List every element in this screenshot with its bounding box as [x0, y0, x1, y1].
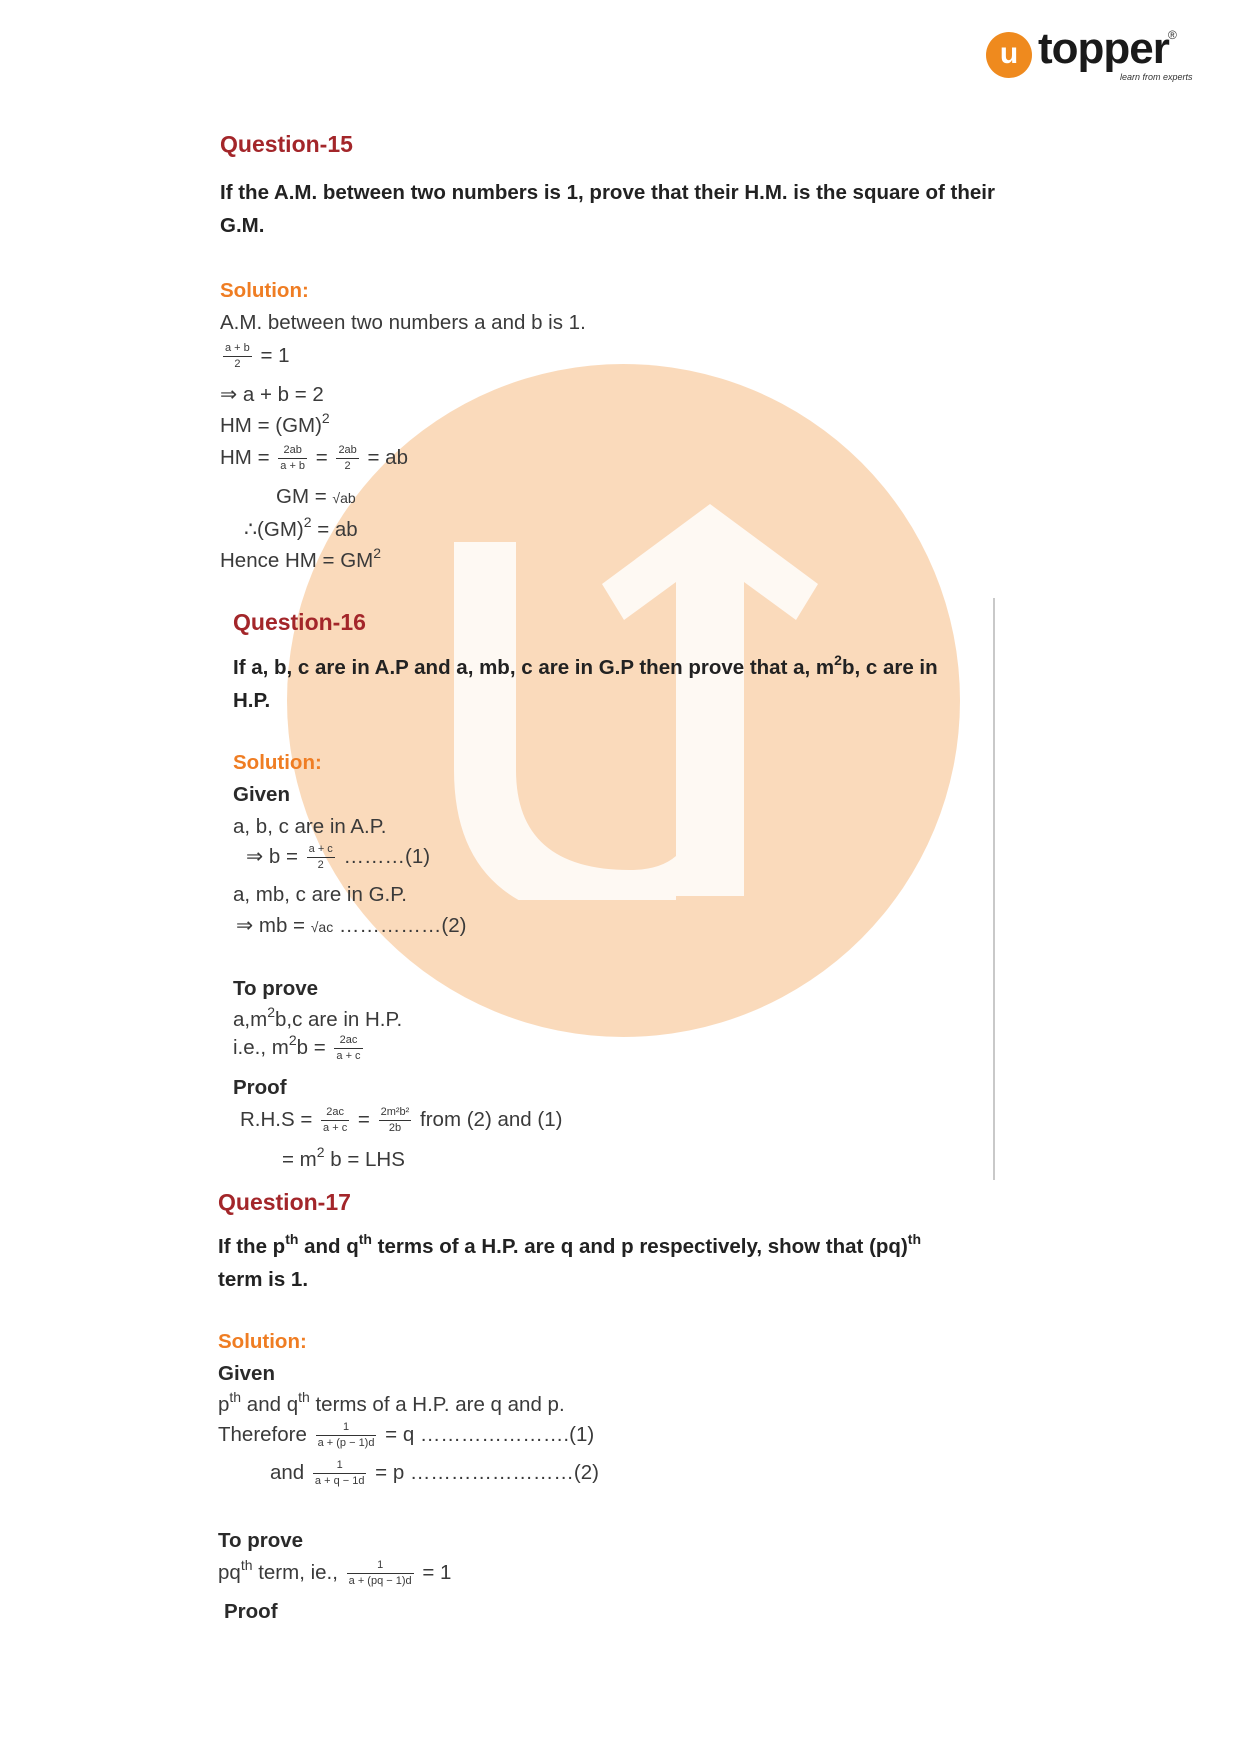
q17-fraction-1: $\frac{1}{a + (p - 1)d}$ — [317, 1421, 375, 1449]
q16-to-prove-label: To prove — [233, 977, 319, 1000]
q16-solution-label: Solution: — [233, 751, 322, 774]
question-15-heading: Question-15 — [220, 131, 353, 157]
logo-tagline: learn from experts — [1120, 72, 1193, 82]
q15-line-1: A.M. between two numbers a and b is 1. — [220, 311, 586, 334]
q17-line-2: Therefore $\frac{1}{a + (p - 1)d}$ = q ………………….(1) — [218, 1421, 595, 1449]
q16-fraction-2: $\frac{2ac}{a + c}$ — [336, 1034, 361, 1062]
q16-proof-label: Proof — [233, 1076, 287, 1099]
q17-line-4: $pq^{th}$ term, ie., $\frac{1}{a + (pq - 1)d}$ = 1 — [218, 1556, 452, 1587]
question-17-heading: Question-17 — [218, 1189, 351, 1215]
q17-given-label: Given — [218, 1362, 275, 1385]
q16-line-4: ⇒ mb = √ac ……………(2) — [236, 914, 467, 937]
q16-given-label: Given — [233, 783, 290, 806]
q17-line-3: and $\frac{1}{a + q - 1d}$ = p ……………………(2) — [270, 1459, 599, 1487]
question-17-text: If the $p^{th}$ and $q^{th}$ terms of a H.P. are q and p respectively, show that (pq)$^{th}$ term is 1. — [218, 1231, 921, 1291]
q16-line-1: a, b, c are in A.P. — [233, 815, 387, 838]
logo-wordmark: topper — [1038, 24, 1169, 73]
q15-line-7: ∴(GM)$^2$ = ab — [244, 514, 358, 541]
q17-fraction-2: $\frac{1}{a + q - 1d}$ — [314, 1459, 365, 1487]
margin-rule — [993, 598, 995, 1180]
q16-line-5: $a,m^2b,c$ are in H.P. — [233, 1004, 403, 1031]
q15-line-5: HM = $\frac{2ab}{a + b}$ = $\frac{2ab}{2}$ = ab — [220, 444, 408, 472]
q15-line-3: ⇒ a + b = 2 — [220, 383, 324, 406]
q16-fraction-3: $\frac{2ac}{a + c}$ — [323, 1106, 348, 1134]
q17-solution-label: Solution: — [218, 1330, 307, 1353]
q16-fraction-1: $\frac{a + c}{2}$ — [308, 843, 333, 871]
question-16-text: If a, b, c are in A.P and a, mb, c are in G.P then prove that a, $m^2b$, c are in H.P. — [233, 652, 938, 712]
q15-fraction-1: $\frac{a + b}{2}$ — [225, 342, 250, 370]
q16-line-3: a, mb, c are in G.P. — [233, 883, 407, 906]
q16-line-2: ⇒ b = $\frac{a + c}{2}$ ………(1) — [246, 843, 431, 871]
question-15-text: If the A.M. between two numbers is 1, prove that their H.M. is the square of their G.M. — [220, 181, 995, 237]
q16-line-7: R.H.S = $\frac{2ac}{a + c}$ = $\frac{\text{2m²b²}}{2b}$ from (2) and (1) — [240, 1106, 563, 1134]
registered-mark: ® — [1168, 28, 1177, 42]
q15-line-2: $\frac{a + b}{2}$ = 1 — [225, 342, 290, 370]
q15-fraction-3: $\frac{2ab}{2}$ — [338, 444, 357, 472]
q17-fraction-3: $\frac{1}{a + (pq - 1)d}$ — [348, 1559, 412, 1587]
q17-proof-label: Proof — [224, 1600, 278, 1623]
q16-fraction-4: $\frac{\text{2m²b²}}{2b}$ — [380, 1106, 410, 1134]
q17-to-prove-label: To prove — [218, 1529, 304, 1552]
q15-solution-label: Solution: — [220, 279, 309, 302]
q17-line-1: $p^{th}$ and $q^{th}$ terms of a H.P. are q and p. — [218, 1389, 565, 1416]
q16-line-6: i.e., $m^2b$ = $\frac{2ac}{a + c}$ — [233, 1031, 361, 1062]
q16-line-8: = $m^2$ b = LHS — [282, 1144, 405, 1171]
question-16-heading: Question-16 — [233, 609, 366, 635]
q15-line-8: Hence HM = $GM^2$ — [220, 545, 382, 572]
q15-line-4: HM = (GM)$^2$ — [220, 410, 330, 437]
q15-fraction-2: $\frac{2ab}{a + b}$ — [280, 444, 306, 472]
logo-u-icon: u — [986, 32, 1032, 78]
q15-line-6: GM = √ab — [276, 485, 356, 508]
